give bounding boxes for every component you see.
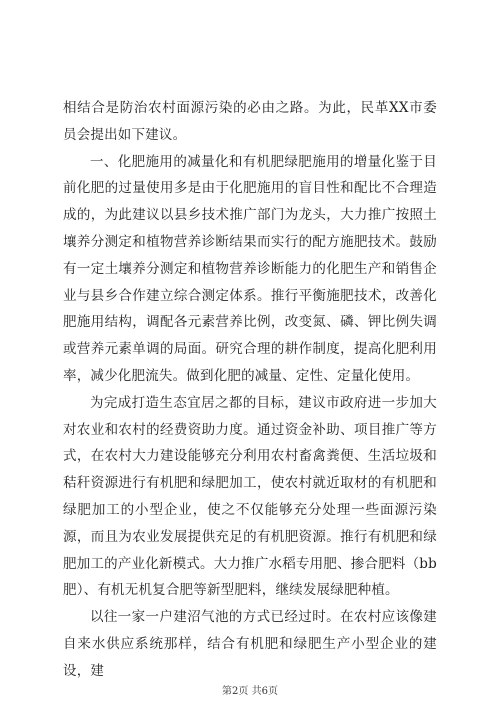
page-number-footer: 第2页 共6页 [222, 686, 278, 697]
paragraph-1: 相结合是防治农村面源污染的必由之路。为此，民革XX市委员会提出如下建议。 [63, 100, 437, 143]
paragraph-3: 为完成打造生态宜居之都的目标，建议市政府进一步加大对农业和农村的经费资助力度。通过资金补助、项目推广等方式，在农村大力建设能够充分利用农村畜禽粪便、生活垃圾和秸秆资源进行有机肥和绿肥加工，使农村就近取材的有机肥和绿肥加工的小型企业，使之不仅能够充分处理一些面源污染源，而且为农业发展提供充足的有机肥资源。推行有机肥和绿肥加工的产业化新模式。大力推广水稻专用肥、掺合肥料（bb肥）、有机无机复合肥等新型肥料，继续发展绿肥种植。 [63, 394, 437, 599]
paragraph-2: 一、化肥施用的减量化和有机肥绿肥施用的增量化鉴于目前化肥的过量使用多是由于化肥施用的盲目性和配比不合理造成的，为此建议以县乡技术推广部门为龙头，大力推广按照土壤养分测定和植物营养诊断结果而实行的配方施肥技术。鼓励有一定土壤养分测定和植物营养诊断能力的化肥生产和销售企业与县乡合作建立综合测定体系。推行平衡施肥技术，改善化肥施用结构，调配各元素营养比例，改变氮、磷、钾比例失调或营养元素单调的局面。研究合理的耕作制度，提高化肥利用率，减少化肥流失。做到化肥的减量、定性、定量化使用。 [63, 153, 437, 384]
paragraph-4: 以往一家一户建沼气池的方式已经过时。在农村应该像建自来水供应系统那样，结合有机肥和绿肥生产小型企业的建设，建 [63, 609, 437, 679]
document-body [63, 95, 437, 685]
